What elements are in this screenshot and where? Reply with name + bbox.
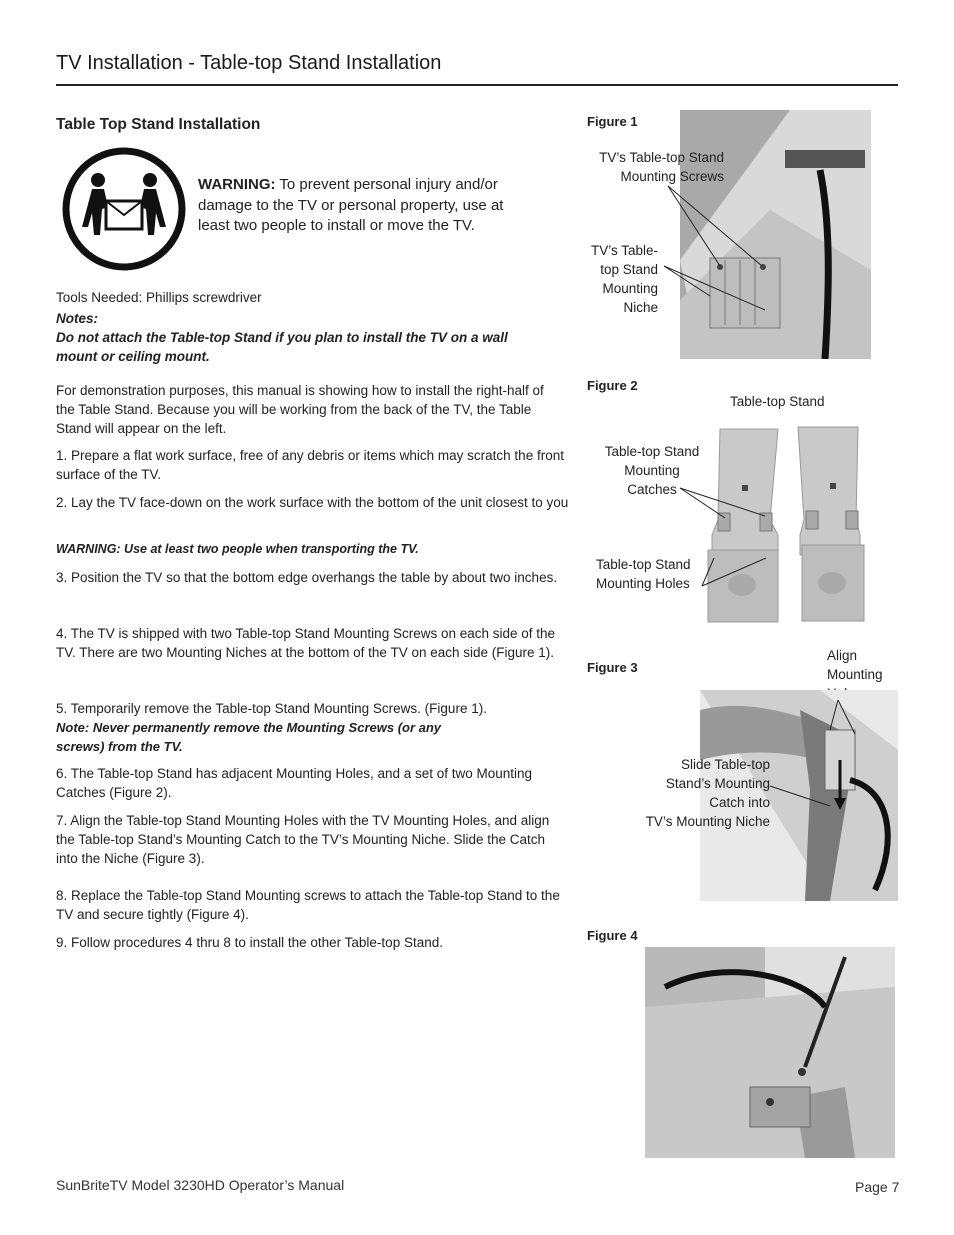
callout-slide-catch: Slide Table-top Stand’s Mounting Catch into TV’s Mounting Niche <box>645 757 770 829</box>
figure-1-label: Figure 1 <box>587 114 638 129</box>
step-5: 5. Temporarily remove the Table-top Stand Mounting Screws. (Figure 1). <box>56 701 487 716</box>
callout-mounting-screws: TV’s Table-top Stand Mounting Screws <box>599 150 724 184</box>
section-heading: Table Top Stand Installation <box>56 116 261 133</box>
warning-text <box>198 175 538 237</box>
tools-needed: Tools Needed: Phillips screwdriver <box>56 290 262 305</box>
figure-1-leaders <box>650 180 780 330</box>
warning-label: WARNING: <box>198 176 276 193</box>
figure-4-photo <box>645 947 895 1158</box>
step-5-note: Note: Never permanently remove the Mounting Screws (or any screws) from the TV. <box>56 720 442 754</box>
step-9: 9. Follow procedures 4 thru 8 to install the other Table-top Stand. <box>56 935 443 950</box>
demo-paragraph: For demonstration purposes, this manual is showing how to install the right-half of the Table Stand. Because you will be working from the back of the TV, the Table Stand will appear on the left. <box>56 383 544 436</box>
callout-align-holes: Align Mounting <box>827 648 883 682</box>
warning-body: To prevent personal injury and/or damage to the TV or personal property, use at least two people to install or move the TV. <box>198 176 504 234</box>
step-8: 8. Replace the Table-top Stand Mounting screws to attach the Table-top Stand to the TV and secure tightly (Figure 4). <box>56 888 560 922</box>
callout-mounting-holes: Table-top Stand Mounting Holes <box>596 557 691 591</box>
step-3: 3. Position the TV so that the bottom edge overhangs the table by about two inches. <box>56 570 558 585</box>
footer-manual-name: SunBriteTV Model 3230HD Operator’s Manual <box>56 1177 345 1193</box>
figure-3-leaders <box>760 690 880 820</box>
step-7: 7. Align the Table-top Stand Mounting Holes with the TV Mounting Holes, and align the Table-top Stand’s Mounting Catch to the TV’s Mounting Niche. Slide the Catch into the Niche (Figure 3). <box>56 813 550 866</box>
page-title: TV Installation - Table-top Stand Installation <box>56 52 442 74</box>
warning-transport: WARNING: Use at least two people when transporting the TV. <box>56 542 419 556</box>
callout-mounting-catches: Table-top Stand Mounting Catches <box>604 444 700 497</box>
notes-label: Notes: <box>56 311 99 326</box>
two-person-lift-icon <box>62 147 186 271</box>
title-divider <box>56 84 898 86</box>
notes-text: Do not attach the Table-top Stand if you plan to install the TV on a wall mount or ceiling mount. <box>56 330 508 364</box>
figure-2-leaders <box>670 480 780 590</box>
callout-table-top-stand: Table-top Stand <box>730 394 825 409</box>
step-1: 1. Prepare a flat work surface, free of any debris or items which may scratch the front surface of the TV. <box>56 448 564 482</box>
step-6: 6. The Table-top Stand has adjacent Mounting Holes, and a set of two Mounting Catches (Figure 2). <box>56 766 533 800</box>
step-4: 4. The TV is shipped with two Table-top Stand Mounting Screws on each side of the TV. There are two Mounting Niches at the bottom of the TV on each side (Figure 1). <box>56 626 556 660</box>
footer-page-number: Page 7 <box>855 1179 900 1195</box>
figure-4-label: Figure 4 <box>587 928 638 943</box>
callout-mounting-niche: TV’s Table- top Stand Mounting Niche <box>590 243 658 315</box>
figure-2-label: Figure 2 <box>587 378 638 393</box>
figure-3-label: Figure 3 <box>587 660 638 675</box>
step-2: 2. Lay the TV face-down on the work surface with the bottom of the unit closest to you <box>56 495 569 510</box>
